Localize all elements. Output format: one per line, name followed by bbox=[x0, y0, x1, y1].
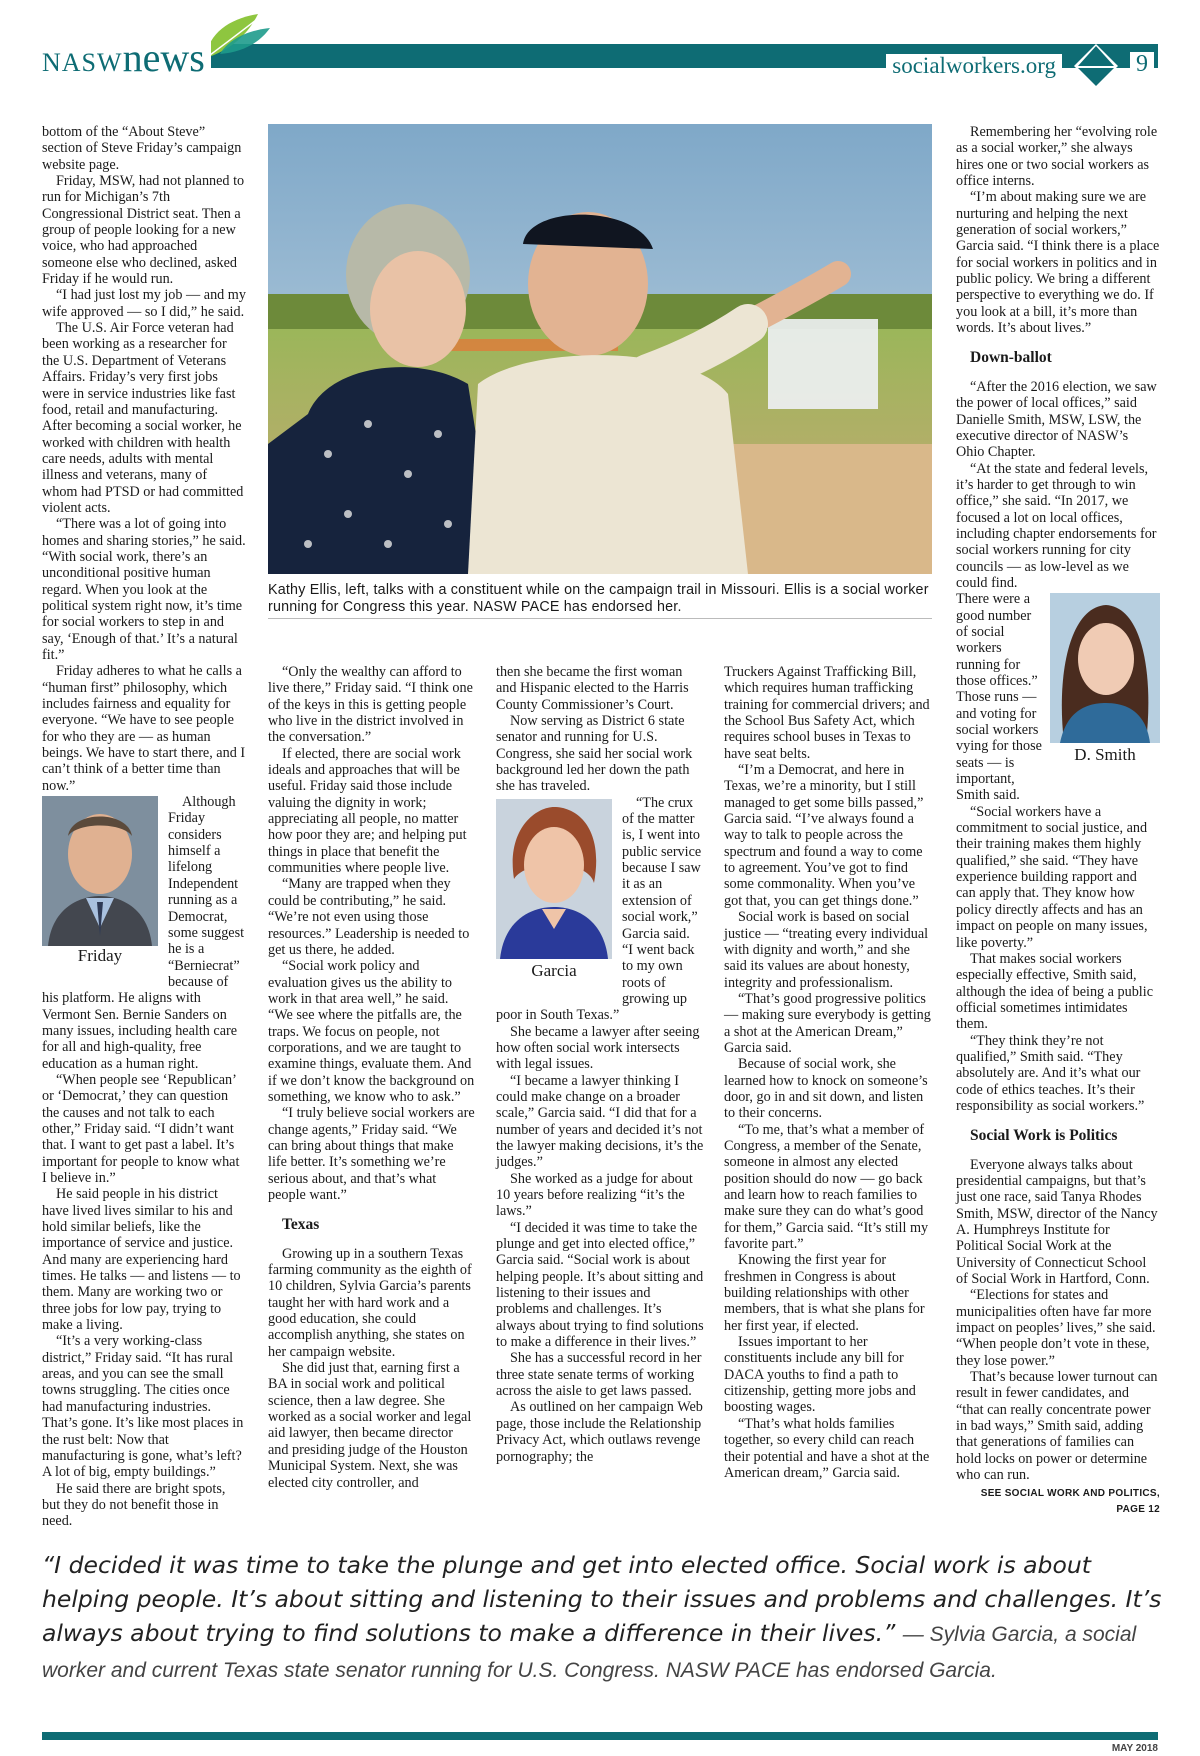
campaign-photo-image bbox=[268, 124, 932, 574]
brand-suffix: news bbox=[122, 35, 205, 80]
paragraph: Now serving as District 6 state senator and running for U.S. Congress, she said her social work background led her down the path she has traveled. bbox=[496, 713, 693, 795]
paragraph: “After the 2016 election, we saw the power of local offices,” said Danielle Smith, MSW, LSW, the executive director of NASW’s Ohio Chapter. bbox=[956, 378, 1157, 461]
garcia-portrait-image bbox=[496, 799, 612, 959]
page-number: 9 bbox=[1130, 52, 1154, 76]
friday-headshot bbox=[42, 796, 160, 972]
friday-label: Friday bbox=[77, 946, 123, 966]
pull-quote-text: “I decided it was time to take the plunge and get into elected office. Social work is about helping people. It’s about sitting and listening to their issues and problems and challenges. It’s always about trying to find solutions to make a difference in their lives.” bbox=[42, 1551, 1162, 1647]
subhead-down-ballot: Down-ballot bbox=[970, 349, 1052, 367]
paragraph: “At the state and federal levels, it’s harder to get through to win office,” she said. “In 2017, we focused a lot on local offices, including chapter endorsements for social workers running for city councils — as low-level as we could find. bbox=[956, 460, 1157, 591]
article-column-3 bbox=[496, 664, 704, 1465]
paragraph: “The crux of the matter is, I went into public service because I saw it as an extension of social work,” Garcia said. “I went back to my own roots of growing up poor in South Texas.” bbox=[496, 794, 702, 1024]
paragraph: “It’s a very working-class district,” Friday said. “It has rural areas, and you can see the small towns struggling. The cities once had manufacturing industries. That’s gone. It’s like most places in the rust belt: Now that manufacturing is gone, what’s left? A lot of big, empty buildings.” bbox=[42, 1333, 244, 1481]
paragraph: Truckers Against Trafficking Bill, which requires human trafficking training for commercial drivers; and the School Bus Safety Act, which requires school buses in Texas to have seat belts. bbox=[724, 664, 930, 762]
paragraph: If elected, there are social work ideals and approaches that will be useful. Friday said those include valuing the dignity in work; appreciating all people, no matter how poor they are; and helping put things in place that benefit the communities where people live. bbox=[268, 745, 467, 877]
paragraph: “That’s what holds families together, so every child can reach their potential and have a shot at the American dream,” Garcia said. bbox=[724, 1415, 930, 1481]
paragraph: “I decided it was time to take the plunge and get into elected office,” Garcia said. “Social work is about helping people. It’s about sitting and listening to their issues and problems and challenges. It’s always about trying to find solutions to make a difference in their lives.” bbox=[496, 1219, 704, 1351]
issue-date: MAY 2018 bbox=[1111, 1743, 1158, 1754]
paragraph: “Elections for states and municipalities often have far more impact on peoples’ lives,” she said. “When people don’t vote in these, they lose power.” bbox=[956, 1287, 1156, 1369]
paragraph: He said there are bright spots, but they do not benefit those in need. bbox=[42, 1480, 226, 1530]
photo-caption: Kathy Ellis, left, talks with a constituent while on the campaign trail in Missouri. Ellis is a social worker running for Congress this year. NASW PACE has endorsed her. bbox=[268, 582, 929, 615]
article-column-1 bbox=[42, 124, 246, 1530]
paragraph: “I truly believe social workers are change agents,” Friday said. “We can bring about things that make life better. It’s something we’re serious about, and that’s what people want.” bbox=[268, 1105, 475, 1203]
garcia-headshot bbox=[496, 799, 614, 995]
paragraph: There were a good number of social workers running for those offices.” Those runs — and voting for social workers vying for those seats — is important, Smith said. bbox=[956, 591, 1042, 804]
paragraph: Everyone always talks about presidential campaigns, but that’s just one race, said Tanya Rhodes Smith, MSW, director of the Nancy A. Humphreys Institute for Political Social Work at the University of Connecticut School of Social Work in Hartford, Conn. bbox=[956, 1156, 1158, 1288]
brand-logo bbox=[42, 35, 211, 80]
brand-prefix: NASW bbox=[42, 48, 123, 77]
paragraph: “When people see ‘Republican’ or ‘Democrat,’ they can question the causes and not talk to each other,” Friday said. “I didn’t want that. I want to get past a label. It’s important for people to know what I believe in.” bbox=[42, 1071, 240, 1186]
caption-divider bbox=[268, 618, 932, 619]
paragraph: Growing up in a southern Texas farming community as the eighth of 10 children, Sylvia Garcia’s parents taught her with hard work and a good education, she could accomplish anything, she states on her campaign website. bbox=[268, 1245, 472, 1360]
paragraph: She did just that, earning first a BA in social work and political science, then a law degree. She worked as a social worker and legal aid lawyer, then became director and presiding judge of the Houston Municipal System. Next, she was elected city controller, and bbox=[268, 1360, 472, 1491]
friday-portrait-image bbox=[42, 796, 158, 946]
paragraph: She became a lawyer after seeing how often social work intersects with legal issues. bbox=[496, 1023, 700, 1073]
continued-on-link[interactable]: SEE SOCIAL WORK AND POLITICS, PAGE 12 bbox=[980, 1487, 1160, 1515]
paragraph: She worked as a judge for about 10 years before realizing “it’s the laws.” bbox=[496, 1170, 693, 1220]
paragraph: As outlined on her campaign Web page, those include the Relationship Privacy Act, which outlaws revenge pornography; the bbox=[496, 1399, 703, 1465]
paragraph: “I’m a Democrat, and here in Texas, we’re a minority, but I still managed to get some bills passed,” Garcia said. “I’ve always found a way to talk to people across the spectrum and found a way to come to agreement. You’ve got to find some commonality. When you’ve got that, you can get things done.” bbox=[724, 762, 924, 909]
diamond-icon bbox=[1074, 44, 1118, 88]
article-column-4 bbox=[724, 664, 932, 1481]
site-url[interactable]: socialworkers.org bbox=[886, 54, 1062, 77]
paragraph: Friday, MSW, had not planned to run for Michigan’s 7th Congressional District seat. Then a group of people looking for a new voice, who had approached someone else who declined, asked Friday if he would run. bbox=[42, 173, 245, 288]
paragraph: then she became the first woman and Hispanic elected to the Harris County Commissioner’s Court. bbox=[496, 664, 689, 713]
campaign-photo bbox=[268, 124, 932, 574]
paragraph: “There was a lot of going into homes and sharing stories,” he said. “With social work, there’s an unconditional positive human regard. When you look at the political system right now, it’s time for social workers to step in and say, ‘Enough of that.’ It’s a natural fit.” bbox=[42, 516, 246, 663]
paragraph: She has a successful record in her three state senate terms of working across the aisle to get laws passed. bbox=[496, 1350, 702, 1400]
paragraph: “I became a lawyer thinking I could make change on a broader scale,” Garcia said. “I did that for a number of years and decided it’s not the lawyer making decisions, it’s the judges.” bbox=[496, 1072, 704, 1171]
article-column-5 bbox=[956, 124, 1160, 1518]
paragraph: “Many are trapped when they could be contributing,” he said. “We’re not even using those resources.” Leadership is needed to get us there, he added. bbox=[268, 876, 470, 958]
paragraph: Because of social work, she learned how to knock on someone’s door, go in and sit down, and listen to their concerns. bbox=[724, 1056, 928, 1122]
paragraph: “Social work policy and evaluation gives us the ability to work in that area well,” he said. “We see where the pitfalls are, the traps. We focus on people, not corporations, and we are taught to examine things, evaluate them. And if we don’t know the background on something, we know who to ask.” bbox=[268, 958, 475, 1105]
paragraph: Issues important to her constituents include any bill for DACA youths to find a path to citizenship, getting more jobs and boosting wages. bbox=[724, 1334, 916, 1416]
paragraph: “Only the wealthy can afford to live there,” Friday said. “I think one of the keys in this is getting people who live in the district involved in the conversation.” bbox=[268, 664, 473, 746]
paragraph: That makes social workers especially effective, Smith said, although the idea of being a public official sometimes intimidates them. bbox=[956, 950, 1153, 1033]
paragraph: Remembering her “evolving role as a social worker,” she always hires one or two social workers as office interns. bbox=[956, 124, 1158, 190]
smith-portrait-image bbox=[1050, 593, 1160, 743]
paragraph: That’s because lower turnout can result in fewer candidates, and “that can really concentrate power in bad ways,” Smith said, adding that generations of families can hold locks on power or determine who can run. bbox=[956, 1369, 1158, 1484]
paragraph: Social work is based on social justice — “treating every individual with dignity and worth,” and she said its values are about honesty, integrity and professionalism. bbox=[724, 909, 929, 991]
paragraph: The U.S. Air Force veteran had been working as a researcher for the U.S. Department of Veterans Affairs. Friday’s very first jobs were in service industries like fast food, retail and manufacturing. After becoming a social worker, he worked with children with health care needs, adults with mental illness and veterans, many of whom had PTSD or had committed violent acts. bbox=[42, 320, 244, 516]
paragraph: “That’s good progressive politics — making sure everybody is getting a shot at the American Dream,” Garcia said. bbox=[724, 990, 931, 1056]
paragraph: Although Friday considers himself a lifelong Independent running as a Democrat, some suggest he is a “Berniecrat” because of his platform. He aligns with Vermont Sen. Bernie Sanders on many issues, including health care for all and high-quality, free education as a human right. bbox=[42, 794, 245, 1072]
smith-label: D. Smith bbox=[1074, 745, 1136, 765]
paragraph: He said people in his district have lived lives similar to his and hold similar beliefs, like the importance of service and justice. And many are experiencing hard times. He talks — and listens — to them. Many are working two or three jobs for low pay, trying to make a living. bbox=[42, 1186, 241, 1334]
paragraph: bottom of the “About Steve” section of Steve Friday’s campaign website page. bbox=[42, 124, 242, 173]
smith-headshot bbox=[1050, 593, 1160, 777]
footer-bar bbox=[42, 1732, 1158, 1740]
garcia-label: Garcia bbox=[531, 960, 577, 980]
masthead bbox=[42, 14, 1158, 80]
paragraph: “To me, that’s what a member of Congress, a member of the Senate, someone in almost any elected position should do now — go back and learn how to reach families to make sure they can do what’s good for them,” Garcia said. “It’s still my favorite part.” bbox=[724, 1121, 929, 1253]
subhead-texas: Texas bbox=[282, 1216, 320, 1234]
pull-quote-attribution: — Sylvia Garcia, a social worker and current Texas state senator running for U.S. Congress. NASW PACE has endorsed Garcia. bbox=[42, 1623, 1137, 1682]
pull-quote bbox=[42, 1548, 1162, 1688]
paragraph: Knowing the first year for freshmen in Congress is about building relationships with other members, that is what she plans for her first year, if elected. bbox=[724, 1252, 925, 1334]
subhead-social-work-is-politics: Social Work is Politics bbox=[970, 1127, 1118, 1145]
paragraph: Friday adheres to what he calls a “human first” philosophy, which includes fairness and equality for everyone. “We have to see people for who they are — as human beings. We have to start there, and I can’t think of a better time than now.” bbox=[42, 663, 246, 794]
paragraph: “They think they’re not qualified,” Smith said. “They absolutely are. And it’s what our code of ethics teaches. It’s their responsibility as social workers.” bbox=[956, 1032, 1145, 1114]
article-column-2 bbox=[268, 664, 476, 1491]
paragraph: “I’m about making sure we are nurturing and helping the next generation of social workers,” Garcia said. “I think there is a place for social workers in politics and in public policy. We bring a different perspective to everything we do. If you look at a bill, it’s more than words. It’s about lives.” bbox=[956, 189, 1160, 337]
paragraph: “Social workers have a commitment to social justice, and their training makes them highly qualified,” she said. “They have experience building rapport and can apply that. They know how policy directly affects and has an impact on people on many issues, like poverty.” bbox=[956, 803, 1148, 951]
paragraph: “I had just lost my job — and my wife approved — so I did,” he said. bbox=[42, 287, 246, 320]
